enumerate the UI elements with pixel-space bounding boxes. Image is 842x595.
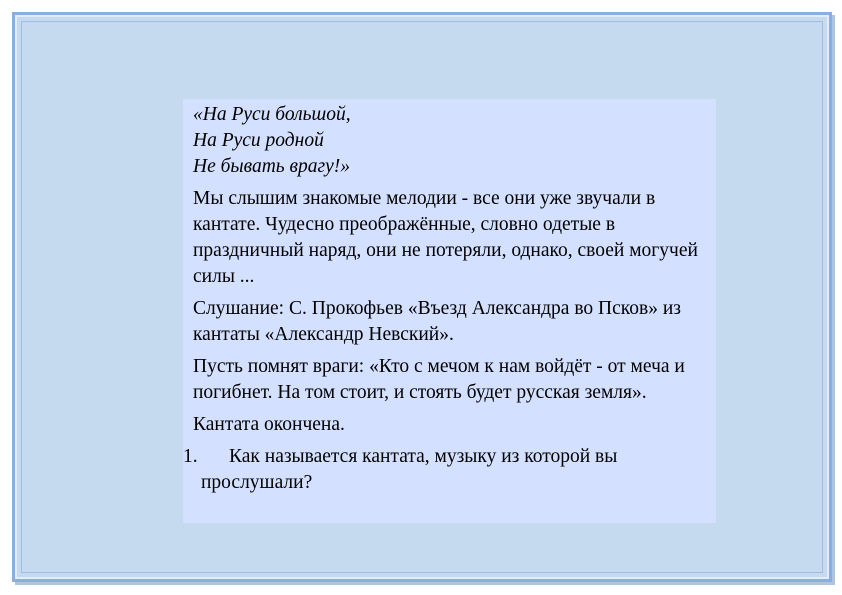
paragraph-melodies: Мы слышим знакомые мелодии - все они уже звучали в кантате. Чудесно преображённые, словно одетые в праздничный наряд, они не потеряли, однако, своей могучей силы ...: [193, 188, 698, 287]
paragraph-quote: Пусть помнят враги: «Кто с мечом к нам войдёт - от меча и погибнет. На том стоит, и стоять будет русская земля».: [193, 356, 685, 403]
poem: [193, 102, 716, 180]
question-text: Как называется кантата, музыку из которой вы прослушали?: [201, 446, 618, 493]
question-number: 1.: [183, 446, 198, 467]
poem-line: Не бывать врагу!»: [193, 156, 351, 177]
slide: [12, 12, 832, 582]
poem-line: «На Руси большой,: [193, 104, 351, 125]
poem-line: На Руси родной: [193, 130, 324, 151]
paragraph-listening: Слушание: С. Прокофьев «Въезд Александра во Псков» из кантаты «Александр Невский».: [193, 298, 681, 345]
text-box: [183, 99, 716, 523]
question-item: [183, 444, 716, 496]
paragraph-ending: Кантата окончена.: [193, 414, 345, 435]
